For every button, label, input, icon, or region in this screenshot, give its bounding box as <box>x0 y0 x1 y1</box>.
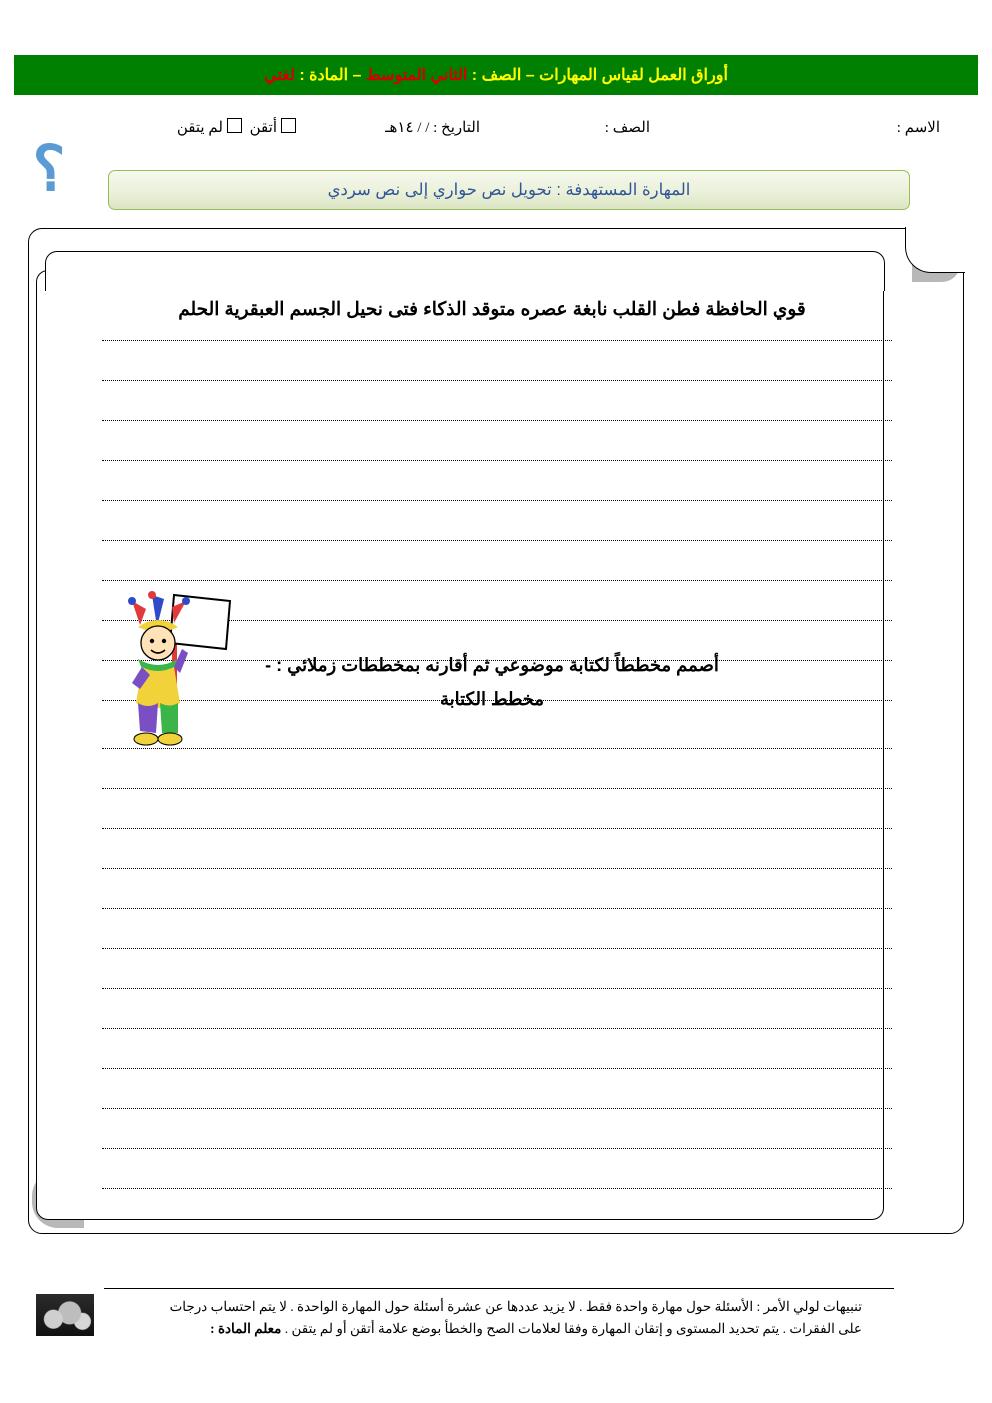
student-info-row <box>60 118 940 142</box>
footer-photo <box>36 1294 94 1336</box>
answer-line[interactable] <box>102 1068 892 1069</box>
answer-line[interactable] <box>102 1188 892 1189</box>
target-skill-banner <box>108 170 910 210</box>
footer-note-line2-text: على الفقرات . يتم تحديد المستوى و إتقان المهارة وفقا لعلامات الصح والخطأ بوضع علامة أتقن أو لم يتقن . <box>281 1321 862 1336</box>
answer-lines-group-bottom[interactable] <box>102 748 892 1228</box>
answer-line[interactable] <box>102 1148 892 1149</box>
header-title-subject: لغتي <box>264 67 295 84</box>
answer-line[interactable] <box>102 828 892 829</box>
answer-line[interactable] <box>102 460 892 461</box>
answer-line[interactable] <box>102 540 892 541</box>
target-skill-prefix: المهارة المستهدفة : <box>551 181 691 199</box>
header-title-separator: – المادة : <box>294 67 366 84</box>
student-name-label: الاسم : <box>896 120 940 136</box>
writing-task-line1: أصمم مخططاً لكتابة موضوعي ثم أقارنه بمخططات زملائي : - <box>265 655 719 675</box>
writing-task-instruction <box>182 648 802 716</box>
answer-line[interactable] <box>102 1108 892 1109</box>
answer-line[interactable] <box>102 908 892 909</box>
footer-note-line2 <box>102 1318 862 1340</box>
question-mark-icon: ؟ <box>32 136 66 204</box>
mastered-checkbox[interactable] <box>281 118 296 133</box>
footer-note-line1: تنبيهات لولي الأمر : الأسئلة حول مهارة واحدة فقط . لا يزيد عددها عن عشرة أسئلة حول المهارة الواحدة . لا يتم احتساب درجات <box>169 1299 862 1314</box>
date-label: التاريخ : / / ١٤هـ <box>385 120 480 136</box>
sheet-top-curl <box>905 227 965 273</box>
subject-teacher-label: معلم المادة : <box>210 1321 282 1336</box>
mastered-label: أتقن <box>249 120 277 136</box>
footer-notes <box>102 1296 862 1340</box>
header-title-main: أوراق العمل لقياس المهارات – الصف : <box>467 67 728 84</box>
header-title-class: الثاني المتوسط <box>365 67 468 84</box>
footer-divider <box>104 1288 894 1289</box>
answer-line[interactable] <box>102 948 892 949</box>
page-header-title <box>264 65 728 85</box>
mastery-checkboxes <box>177 118 300 137</box>
target-skill-value: تحويل نص حواري إلى نص سردي <box>327 181 552 199</box>
writing-task-line2: مخطط الكتابة <box>439 689 545 709</box>
student-class-label: الصف : <box>604 120 650 136</box>
answer-line[interactable] <box>102 788 892 789</box>
page-header-bar <box>14 55 978 95</box>
answer-line[interactable] <box>102 500 892 501</box>
reading-passage: قوي الحافظة فطن القلب نابغة عصره متوقد الذكاء فتى نحيل الجسم العبقرية الحلم <box>178 298 806 319</box>
answer-line[interactable] <box>102 988 892 989</box>
not-mastered-checkbox[interactable] <box>227 118 242 133</box>
answer-line[interactable] <box>102 1028 892 1029</box>
answer-line[interactable] <box>102 868 892 869</box>
answer-line[interactable] <box>102 340 892 341</box>
answer-line[interactable] <box>102 380 892 381</box>
not-mastered-label: لم يتقن <box>176 120 223 136</box>
target-skill-text <box>328 180 691 200</box>
answer-line[interactable] <box>102 420 892 421</box>
sheet-inner-top-tab <box>45 251 885 291</box>
